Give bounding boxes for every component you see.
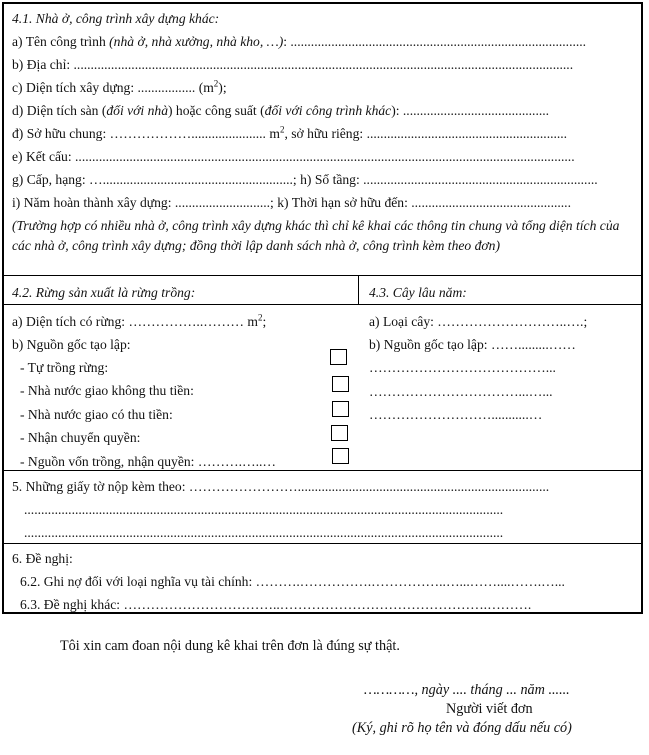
section-4-1-note: (Trường hợp có nhiều nhà ở, công trình xây dựng khác thì chỉ kê khai các thông tin chung và tổng diện tích của các nhà ở, công trình xây dựng; đồng thời lập danh sách nhà ở, công trình kèm theo đơn) bbox=[12, 218, 620, 253]
signer-title: Người viết đơn bbox=[446, 701, 533, 717]
field-d-floor-area[interactable]: d) Diện tích sàn (đối với nhà) hoặc công suất (đối với công trình khác): ........................................... bbox=[12, 103, 550, 118]
tree-origin-line-1[interactable]: …………………………………... bbox=[369, 360, 556, 375]
field-forest-area[interactable]: a) Diện tích có rừng: ……………..……… $m^2$; bbox=[12, 312, 267, 329]
field-i-k-year-term[interactable]: i) Năm hoàn thành xây dựng: ............................; k) Thời hạn sở hữu đến: ............................................... bbox=[12, 195, 571, 210]
checkbox-state-allocated-paid[interactable] bbox=[332, 401, 349, 417]
field-attached-documents[interactable]: 5. Những giấy tờ nộp kèm theo: …………………….......................................................................... bbox=[12, 479, 550, 494]
field-tree-type[interactable]: a) Loại cây: ………………………..….; bbox=[369, 314, 588, 329]
divider bbox=[4, 275, 641, 276]
date-line[interactable]: …………, ngày .... tháng ... năm ...... bbox=[364, 682, 570, 698]
field-other-request[interactable]: 6.3. Đề nghị khác: ……………………………..……………………………………….………. bbox=[20, 597, 532, 612]
attached-documents-line-3[interactable]: ............................................................................................................................................. bbox=[24, 525, 504, 540]
signature-note: (Ký, ghi rõ họ tên và đóng dấu nếu có) bbox=[352, 720, 572, 736]
attached-documents-line-2[interactable]: ............................................................................................................................................. bbox=[24, 502, 504, 517]
option-funding-source: - Nguồn vốn trồng, nhận quyền: ……….…..… bbox=[20, 454, 276, 469]
field-tree-origin[interactable]: b) Nguồn gốc tạo lập: …….........…… bbox=[369, 337, 576, 352]
field-debt-record[interactable]: 6.2. Ghi nợ đối với loại nghĩa vụ tài chính: ……….…………….……………..…...……....…….…... bbox=[20, 574, 565, 589]
form-frame bbox=[2, 2, 643, 614]
column-divider bbox=[358, 275, 359, 304]
checkbox-state-allocated-free[interactable] bbox=[332, 376, 349, 392]
tree-origin-line-2[interactable]: ……………………………...…... bbox=[369, 384, 553, 399]
section-4-3-title: 4.3. Cây lâu năm: bbox=[369, 285, 467, 300]
option-state-allocated-paid: - Nhà nước giao có thu tiền: bbox=[20, 407, 173, 422]
field-g-h-grade-floors[interactable]: g) Cấp, hạng: …........................................................; h) Số tầng: ..................................................................... bbox=[12, 172, 598, 187]
option-transfer-received: - Nhận chuyển quyền: bbox=[20, 430, 141, 445]
option-self-planted: - Tự trồng rừng: bbox=[20, 360, 109, 375]
field-e-structure[interactable]: e) Kết cấu: ................................................................................................................................................... bbox=[12, 149, 575, 164]
field-dd-ownership[interactable]: đ) Sở hữu chung: ………………...................... $m^2$, sở hữu riêng: ........................................................... bbox=[12, 124, 568, 141]
divider bbox=[4, 470, 641, 471]
checkbox-self-planted[interactable] bbox=[330, 349, 347, 365]
section-4-1-title: 4.1. Nhà ở, công trình xây dựng khác: bbox=[12, 11, 220, 26]
forest-origin-label: b) Nguồn gốc tạo lập: bbox=[12, 337, 131, 352]
field-c-construction-area[interactable]: c) Diện tích xây dựng: ................. $(m^2)$; bbox=[12, 78, 227, 95]
field-a-building-name[interactable]: a) Tên công trình (nhà ở, nhà xưởng, nhà kho, …): ....................................................................................... bbox=[12, 34, 587, 49]
field-b-address[interactable]: b) Địa chỉ: ................................................................................................................................................... bbox=[12, 57, 574, 72]
checkbox-funding-source[interactable] bbox=[332, 448, 349, 464]
section-6-title: 6. Đề nghị: bbox=[12, 551, 73, 566]
option-state-allocated-free: - Nhà nước giao không thu tiền: bbox=[20, 383, 194, 398]
tree-origin-line-3[interactable]: ………………………...........… bbox=[369, 407, 543, 422]
divider bbox=[4, 543, 641, 544]
checkbox-transfer-received[interactable] bbox=[331, 425, 348, 441]
declaration-statement: Tôi xin cam đoan nội dung kê khai trên đơn là đúng sự thật. bbox=[60, 638, 400, 654]
section-4-2-title: 4.2. Rừng sản xuất là rừng trồng: bbox=[12, 285, 196, 300]
divider bbox=[4, 304, 641, 305]
